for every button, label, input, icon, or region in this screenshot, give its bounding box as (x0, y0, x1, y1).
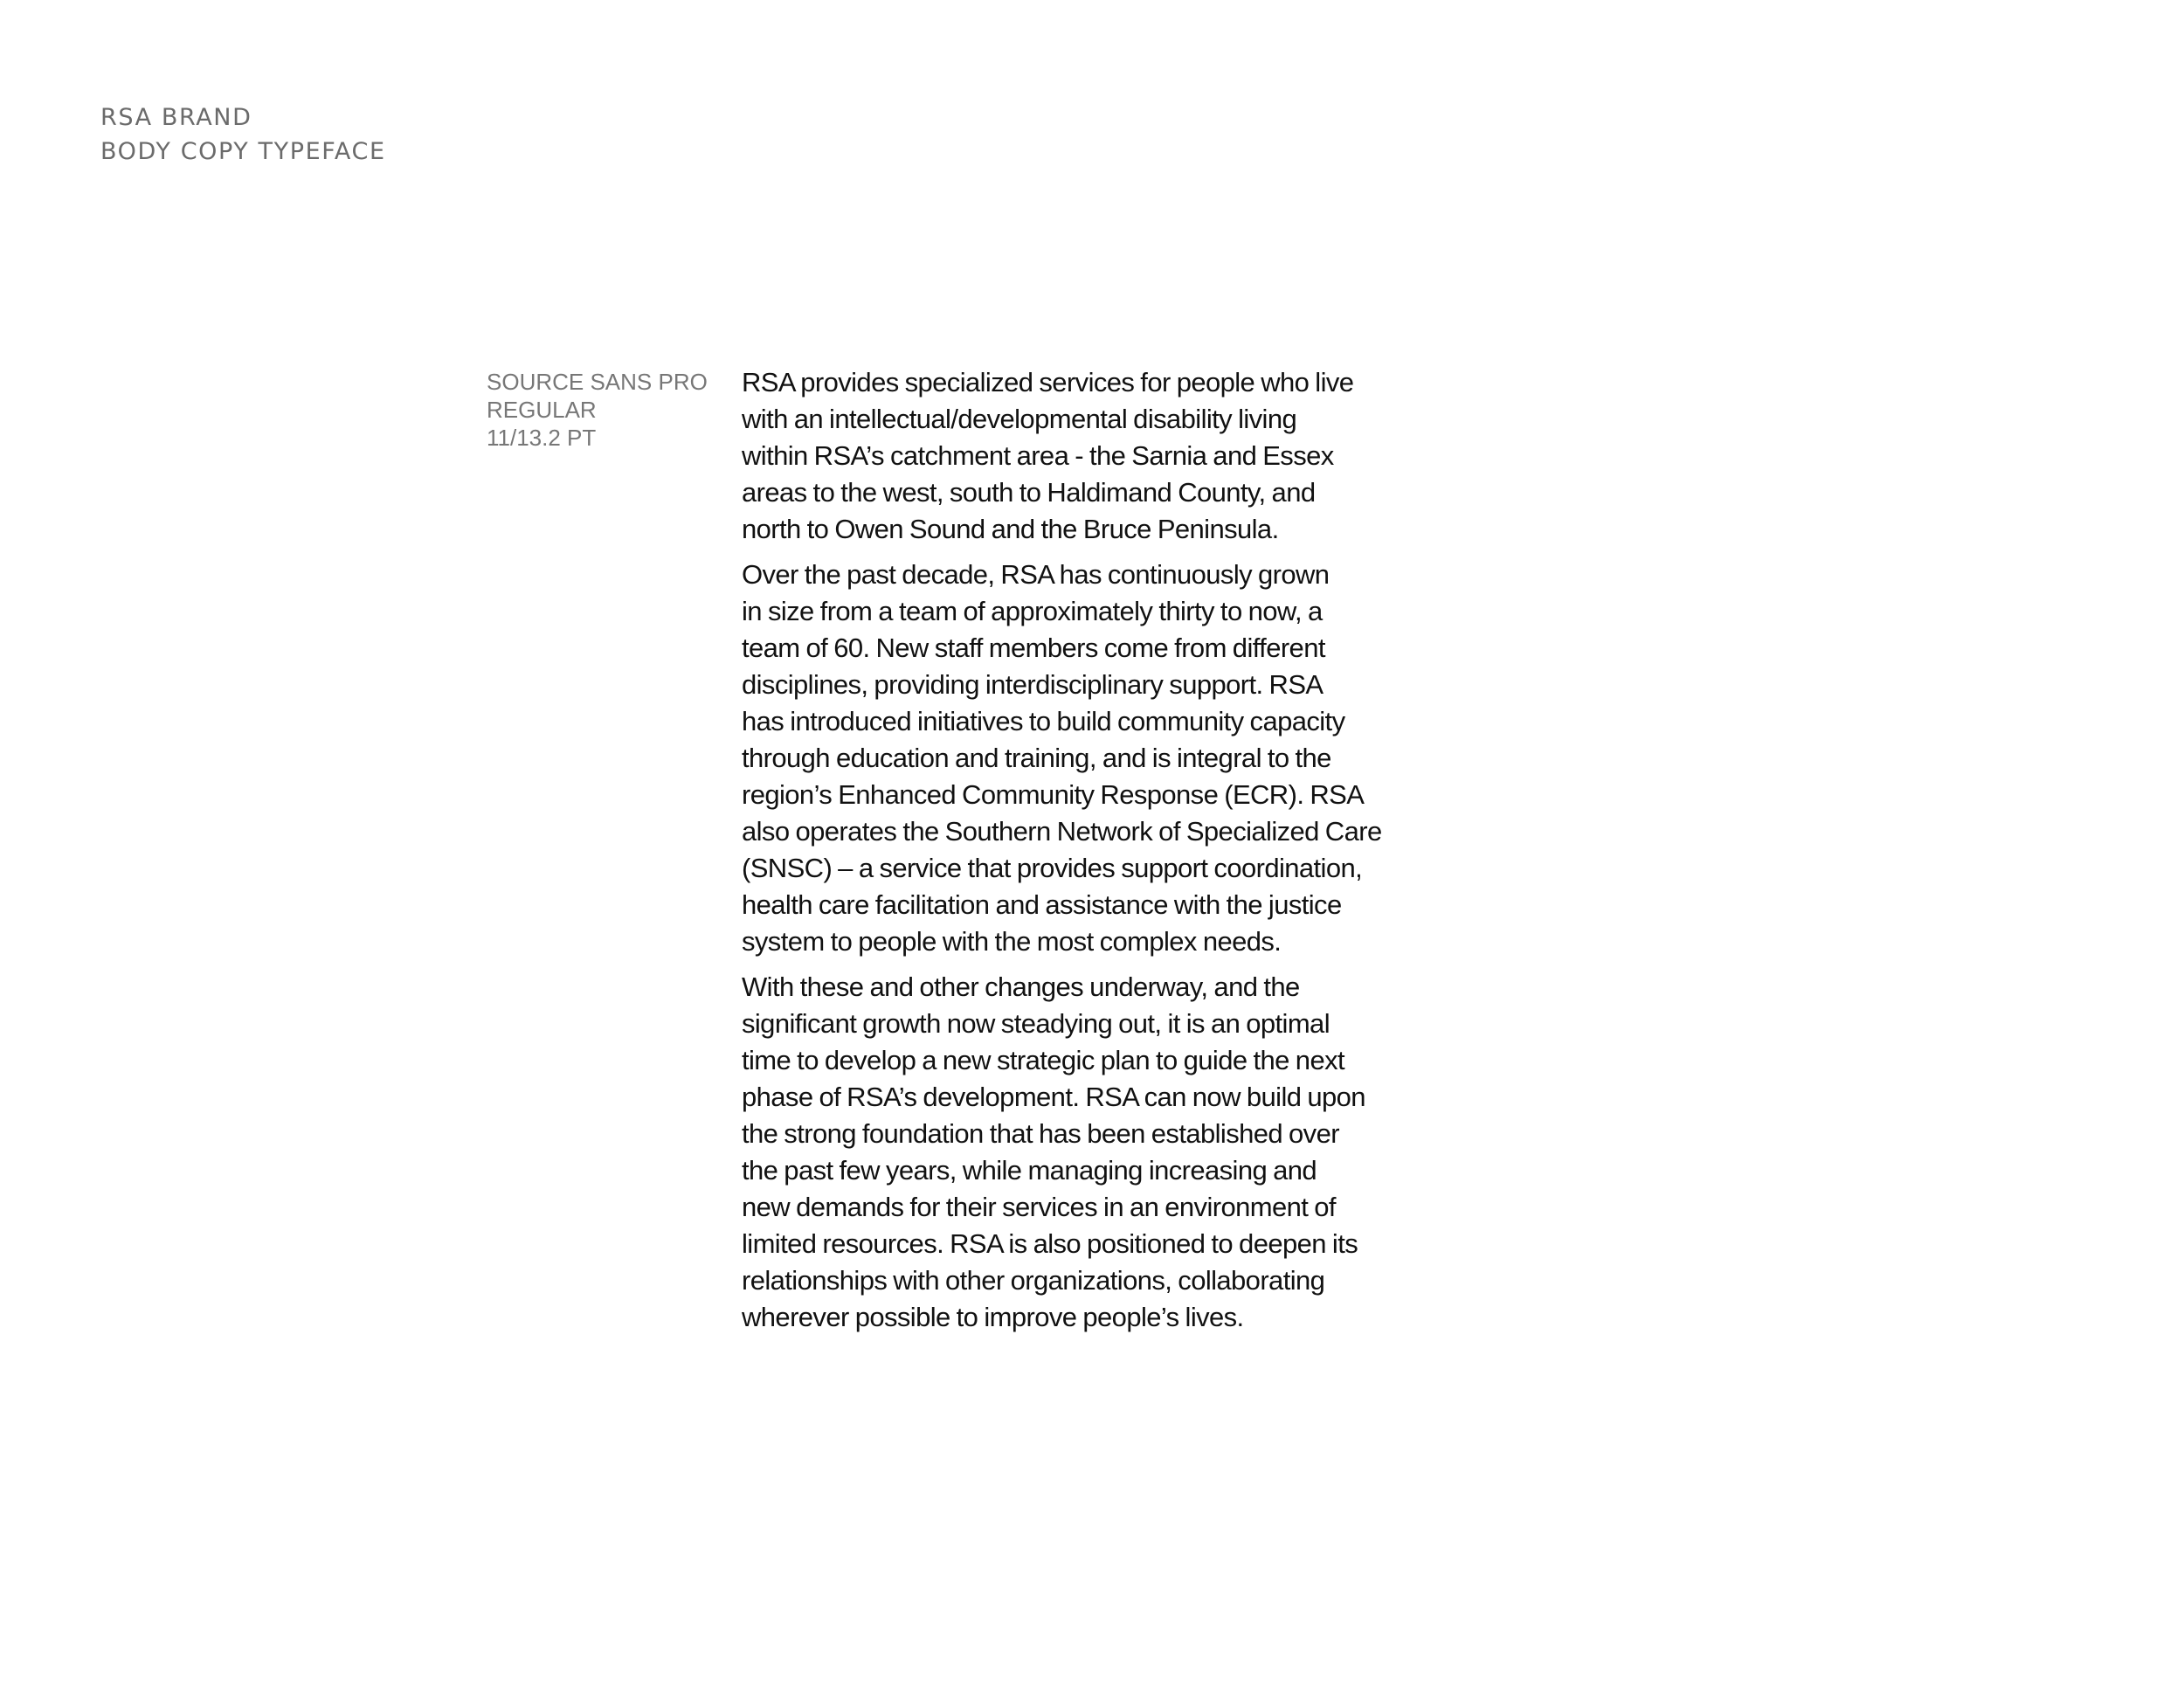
body-line: health care facilitation and assistance with the justice (742, 889, 1342, 920)
body-line: also operates the Southern Network of Specialized Care (742, 816, 1382, 847)
body-line: the strong foundation that has been established over (742, 1118, 1339, 1149)
body-paragraph (742, 364, 1467, 548)
body-line: Over the past decade, RSA has continuously grown (742, 559, 1330, 590)
body-line: wherever possible to improve people’s lives. (742, 1302, 1244, 1332)
body-paragraph (742, 969, 1467, 1336)
body-line: areas to the west, south to Haldimand County, and (742, 477, 1316, 508)
brand-header (100, 100, 386, 169)
body-line: new demands for their services in an environment of (742, 1192, 1336, 1222)
body-line: significant growth now steadying out, it is an optimal (742, 1008, 1330, 1039)
typeface-weight: REGULAR (487, 397, 597, 423)
body-copy-sample (742, 364, 1467, 1345)
body-line: within RSA’s catchment area - the Sarnia and Essex (742, 440, 1334, 471)
body-line: region’s Enhanced Community Response (ECR). RSA (742, 779, 1365, 810)
body-line: With these and other changes underway, and the (742, 971, 1300, 1002)
brand-title: RSA BRAND (100, 104, 252, 131)
body-line: north to Owen Sound and the Bruce Peninsula. (742, 514, 1279, 544)
body-paragraph (742, 557, 1467, 960)
body-line: phase of RSA’s development. RSA can now build upon (742, 1082, 1365, 1112)
body-line: team of 60. New staff members come from different (742, 633, 1325, 663)
typeface-name: SOURCE SANS PRO (487, 369, 708, 395)
typeface-spec (487, 368, 731, 452)
body-line: system to people with the most complex needs. (742, 926, 1282, 957)
body-line: has introduced initiatives to build community capacity (742, 706, 1345, 736)
body-line: in size from a team of approximately thirty to now, a (742, 596, 1323, 626)
body-line: through education and training, and is integral to the (742, 743, 1331, 773)
body-line: relationships with other organizations, collaborating (742, 1265, 1325, 1296)
body-line: (SNSC) – a service that provides support coordination, (742, 853, 1363, 883)
typeface-size: 11/13.2 PT (487, 425, 597, 451)
body-line: time to develop a new strategic plan to guide the next (742, 1045, 1345, 1075)
body-line: limited resources. RSA is also positioned to deepen its (742, 1228, 1358, 1259)
body-line: the past few years, while managing increasing and (742, 1155, 1317, 1186)
body-line: RSA provides specialized services for people who live (742, 367, 1354, 398)
body-line: with an intellectual/developmental disability living (742, 404, 1297, 434)
brand-subtitle: BODY COPY TYPEFACE (100, 138, 386, 165)
body-line: disciplines, providing interdisciplinary support. RSA (742, 669, 1324, 700)
